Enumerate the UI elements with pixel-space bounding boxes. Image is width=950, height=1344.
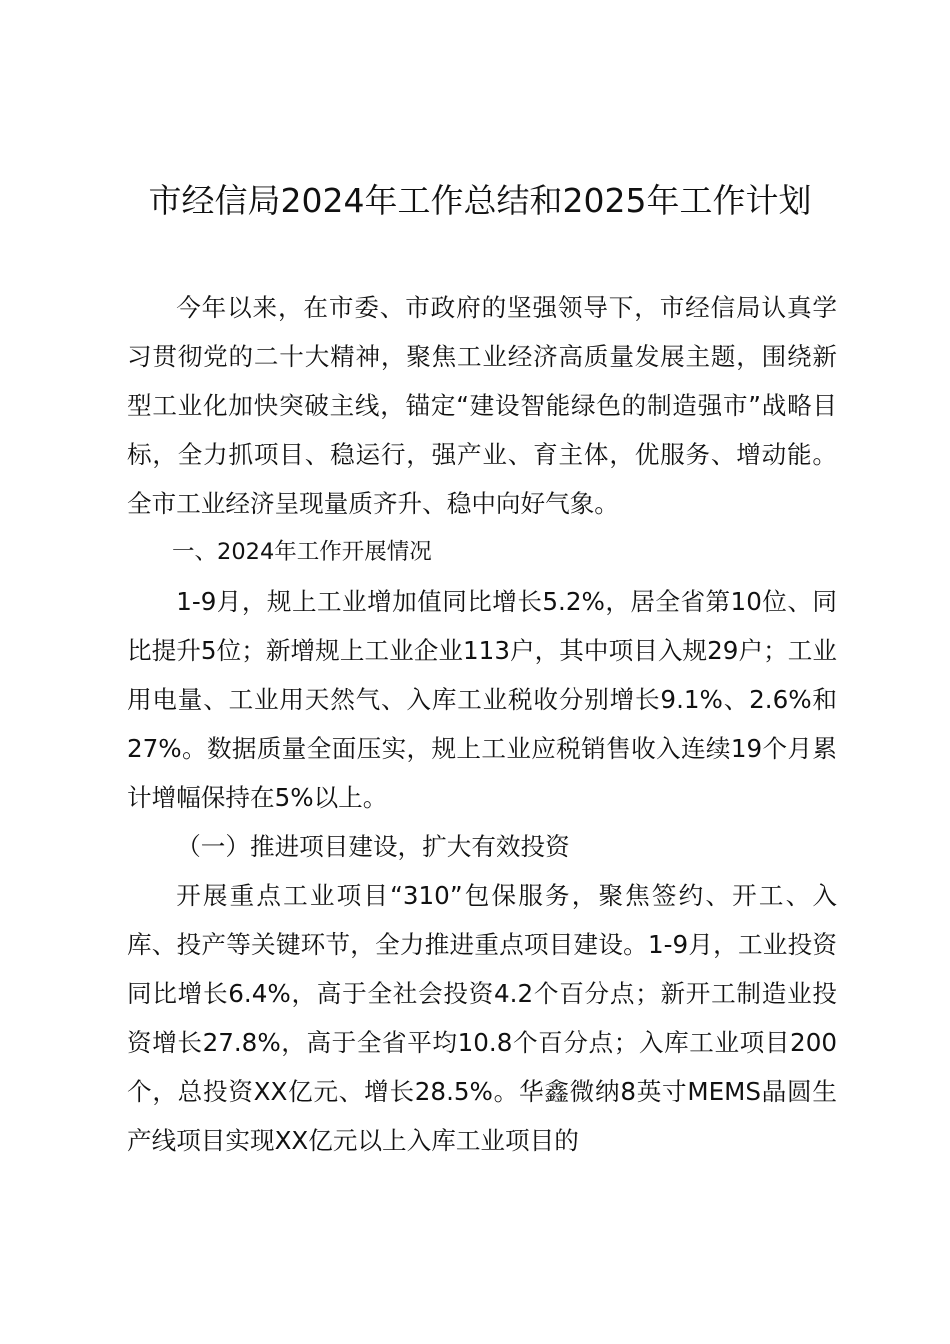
- intro-paragraph: 今年以来，在市委、市政府的坚强领导下，市经信局认真学习贯彻党的二十大精神，聚焦工业经济高质量发展主题，围绕新型工业化加快突破主线，锚定“建设智能绿色的制造强市”战略目标，全力抓项目、稳运行，强产业、育主体，优服务、增动能。全市工业经济呈现量质齐升、稳中向好气象。: [127, 293, 837, 518]
- document-title: 市经信局2024年工作总结和2025年工作计划: [148, 181, 812, 220]
- summary-paragraph: 1-9月，规上工业增加值同比增长5.2%，居全省第10位、同比提升5位；新增规上工业企业113户，其中项目入规29户；工业用电量、工业用天然气、入库工业税收分别增长9.1%、2.6%和27%。数据质量全面压实，规上工业应税销售收入连续19个月累计增幅保持在5%以上。: [127, 587, 837, 812]
- subsection-heading: （一）推进项目建设，扩大有效投资: [176, 832, 570, 861]
- document-body: [127, 283, 837, 1165]
- section-heading: 一、2024年工作开展情况: [172, 539, 432, 565]
- project-paragraph: 开展重点工业项目“310”包保服务，聚焦签约、开工、入库、投产等关键环节，全力推进重点项目建设。1-9月，工业投资同比增长6.4%，高于全社会投资4.2个百分点；新开工制造业投资增长27.8%，高于全省平均10.8个百分点；入库工业项目200个，总投资XX亿元、增长28.5%。华鑫微纳8英寸MEMS晶圆生产线项目实现XX亿元以上入库工业项目的: [127, 881, 837, 1155]
